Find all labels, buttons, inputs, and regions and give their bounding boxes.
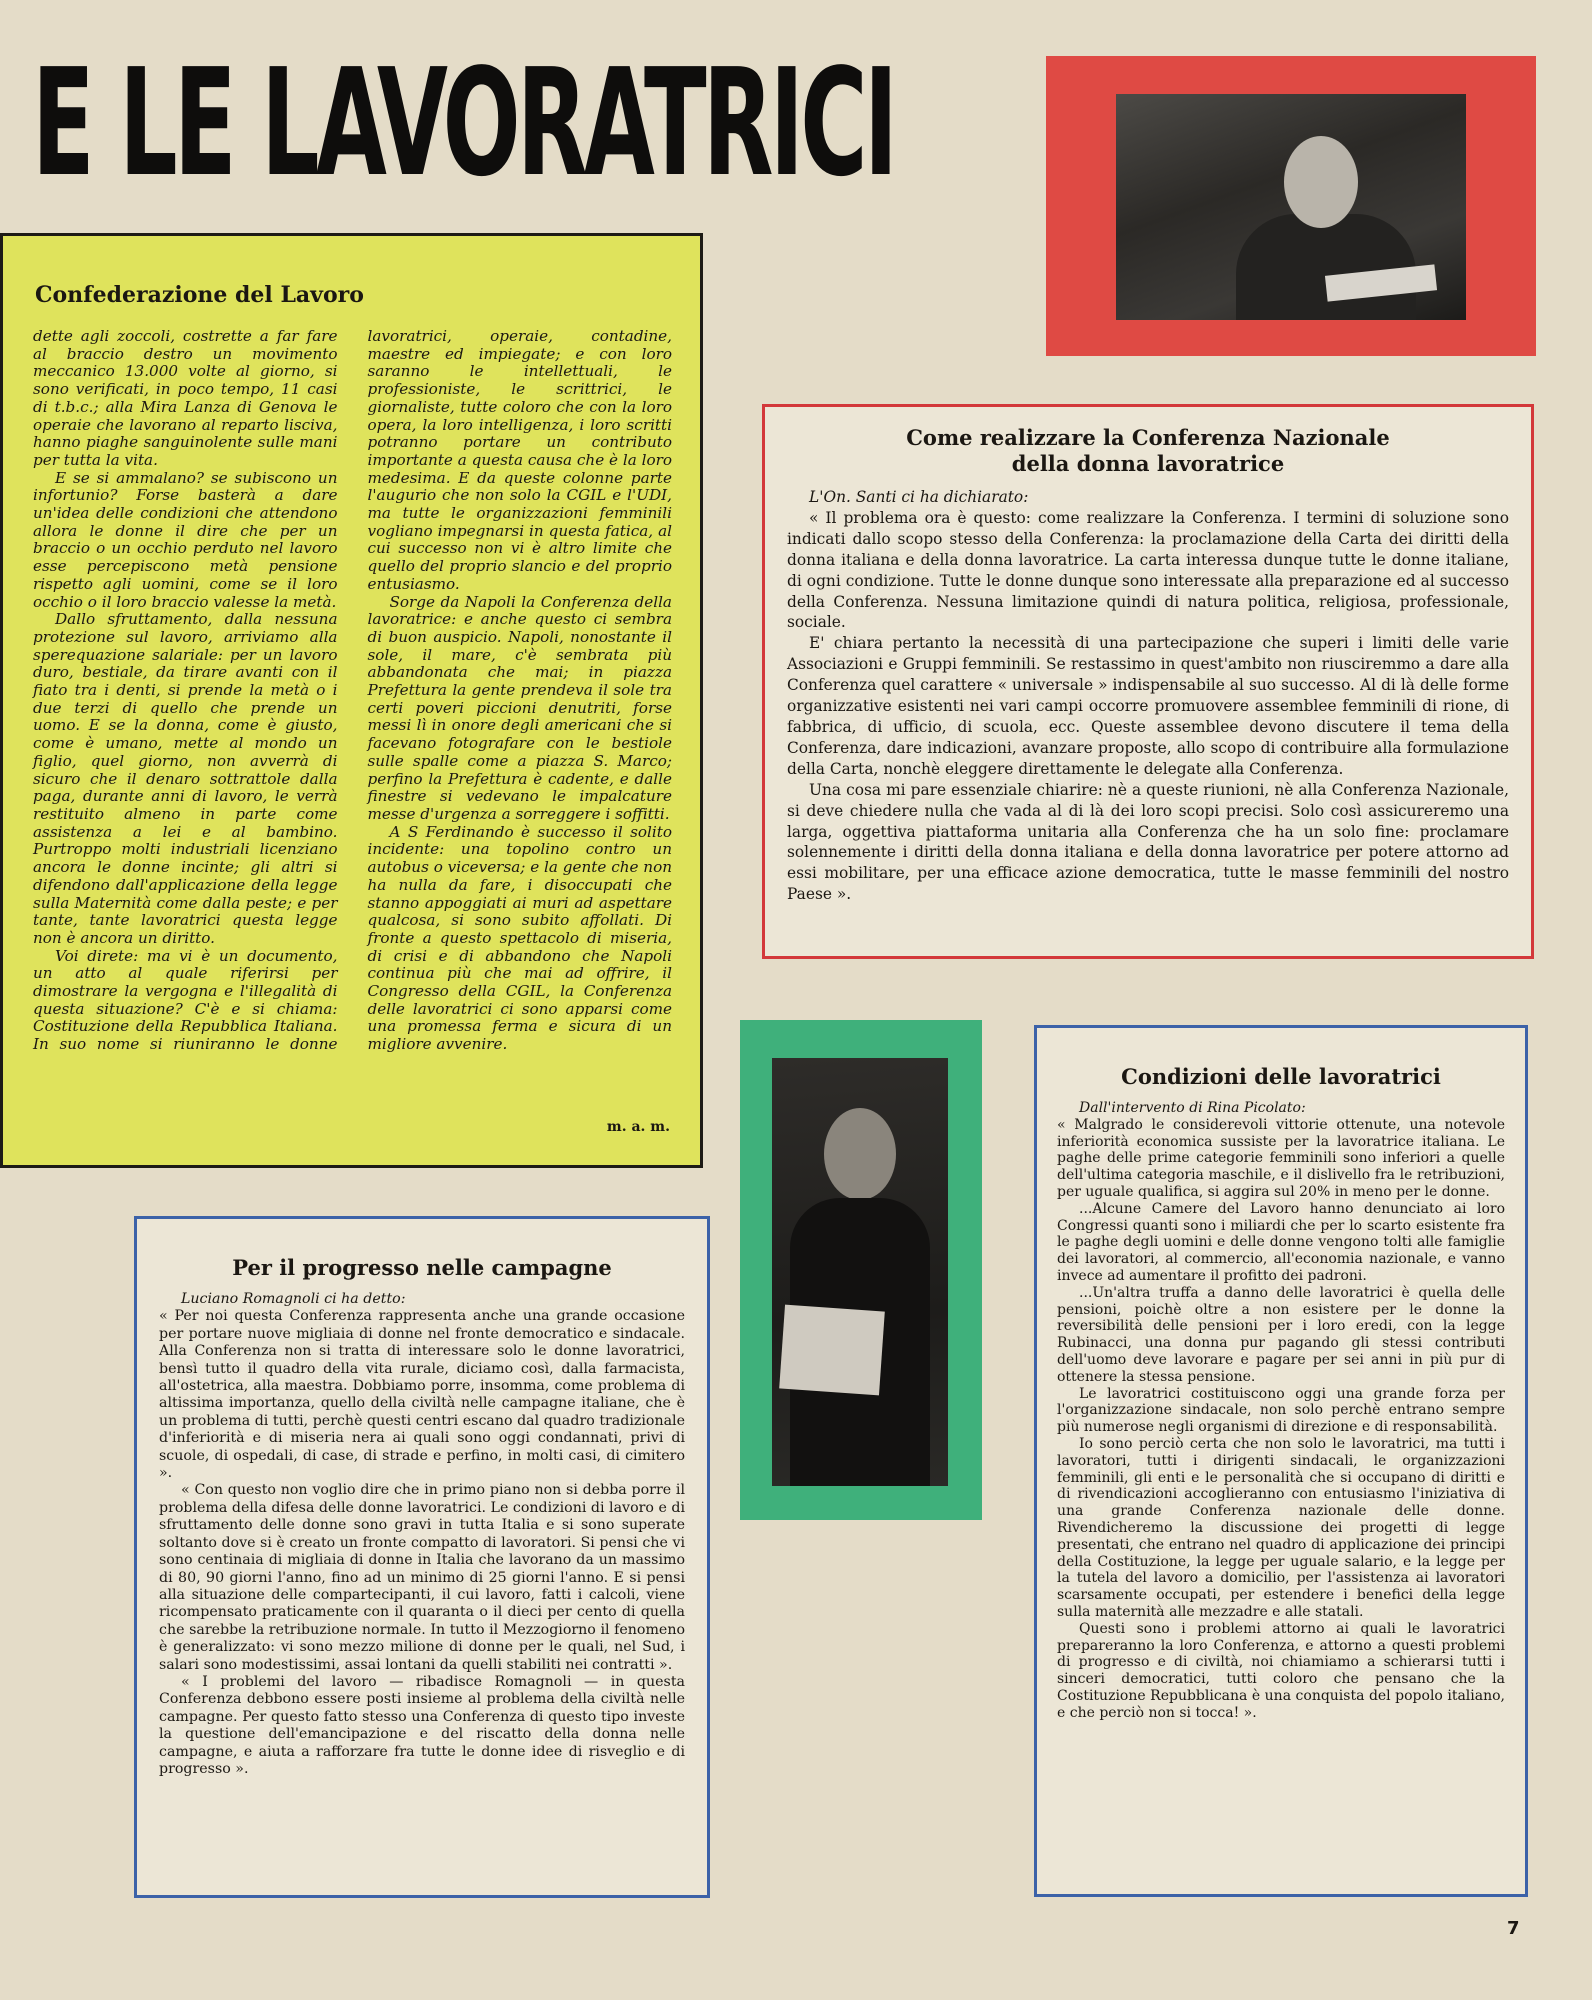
- condizioni-article: [1034, 1025, 1528, 1897]
- photo-frame-green: [740, 1020, 982, 1520]
- confederazione-signature: m. a. m.: [606, 1119, 670, 1135]
- photo-figure-body: [1236, 214, 1416, 320]
- campagne-article: [134, 1216, 710, 1898]
- confederazione-body: [33, 328, 672, 1108]
- condizioni-paragraph: ...Alcune Camere del Lavoro hanno denunciato ai loro Congressi quanti sono i miliardi che per lo scarto esistente fra le paghe degli uomini e delle donne vengono tolti alle famiglie dei lavoratori, al commercio, all'economia nazionale, e vanno invece ad aumentare il profitto dei padroni.: [1057, 1200, 1505, 1284]
- photo-figure-head: [1284, 136, 1358, 228]
- photo-woman-reading: [772, 1058, 948, 1486]
- conferenza-title: [787, 425, 1509, 477]
- conferenza-article: [762, 404, 1534, 959]
- campagne-intro: Luciano Romagnoli ci ha detto:: [181, 1291, 406, 1307]
- photo-frame-red: [1046, 56, 1536, 356]
- confederazione-paragraph: Dallo sfruttamento, dalla nessuna protezione sul lavoro, arriviamo alla sperequazione salariale: per un lavoro duro, bestiale, da tirare avanti con il fiato tra i denti, si prende la metà o i due terzi di quello che prende un uomo. E se la donna, come è giusto, come è umano, mette al mondo un figlio, quel giorno, non avverrà di sicuro che il denaro sottrattole dalla paga, durante anni di lavoro, le verrà restituito almeno in parte come assistenza a lei e al bambino. Purtroppo molti industriali licenziano ancora le donne incinte; gli altri si difendono dall'applicazione della legge sulla Maternità come dalla peste; e per tante, tante lavoratrici questa legge non è ancora un diritto.: [33, 610, 338, 947]
- campagne-body: [159, 1291, 685, 1778]
- condizioni-title: Condizioni delle lavoratrici: [1121, 1064, 1441, 1089]
- condizioni-paragraph: ...Un'altra truffa a danno delle lavoratrici è quella delle pensioni, poichè oltre a non esistere per le donne la reversibilità delle pensioni per i loro eredi, con la legge Rubinacci, una donna pur pagando gli stessi contributi dell'uomo deve lavorare e pagare per sei anni in più pur di ottenere la stessa pensione.: [1057, 1284, 1505, 1385]
- campagne-paragraph: « Per noi questa Conferenza rappresenta anche una grande occasione per portare nuove migliaia di donne nel fronte democratico e sindacale. Alla Conferenza non si tratta di interessare solo le donne lavoratrici, bensì tutto il quadro della vita rurale, diciamo così, dalla farmacista, all'ostetrica, alla maestra. Dobbiamo porre, insomma, come problema di altissima importanza, quello della civiltà nelle campagne italiane, che è un problema di tutti, perchè questi centri escano dal quadro tradizionale d'inferiorità e di miseria nera ai quali sono oggi condannati, privi di scuole, di ospedali, di case, di strade e perfino, in molti casi, di cimitero ».: [159, 1308, 685, 1482]
- confederazione-paragraph: Voi direte: ma vi è un documento, un atto al quale riferirsi per dimostrare la vergogna e l'illegalità di questa situazione? C'è e si chiama: Costituzione della Repubblica Italiana. In suo nome si riuniranno le donne lavoratrici, operaie, contadine, maestre ed impiegate; e con loro saranno le intellettuali, le professioniste, le scrittrici, le giornaliste, tutte coloro che con la loro opera, la loro intelligenza, i loro scritti potranno portare un contributo importante a questa causa che è la loro medesima. E da queste colonne parte l'augurio che non solo la CGIL e l'UDI, ma tutte le organizzazioni femminili vogliano impegnarsi in questa fatica, al cui successo non vi è altro limite che quello del proprio slancio e del proprio entusiasmo.: [33, 327, 672, 1054]
- confederazione-paragraph: E se si ammalano? se subiscono un infortunio? Forse basterà a dare un'idea delle condizioni che attendono allora le donne il dire che per un braccio o un occhio perduto nel lavoro esse percepiscono metà pensione rispetto agli uomini, come se il loro occhio o il loro braccio valesse la metà.: [33, 468, 338, 611]
- condizioni-intro: Dall'intervento di Rina Picolato:: [1079, 1100, 1306, 1116]
- conferenza-paragraph: « Il problema ora è questo: come realizzare la Conferenza. I termini di soluzione sono indicati dallo scopo stesso della Conferenza: la proclamazione della Carta dei diritti della donna italiana e della donna lavoratrice. La carta interessa dunque tutte le donne italiane, di ogni condizione. Tutte le donne dunque sono interessate alla preparazione ed al successo della Conferenza. Nessuna limitazione quindi di natura politica, religiosa, professionale, sociale.: [787, 508, 1509, 632]
- condizioni-paragraph: Io sono perciò certa che non solo le lavoratrici, ma tutti i lavoratori, tutti i dirigenti sindacali, le organizzazioni femminili, gli enti e le personalità che si occupano di diritti e di rivendicazioni accoglieranno con entusiasmo l'iniziativa di una grande Conferenza nazionale delle donne. Rivendicheremo la discussione dei progetti di legge presentati, che entrano nel quadro di applicazione dei principi della Costituzione, la legge per uguale salario, e la legge per la tutela del lavoro a domicilio, per l'assistenza ai lavoratori scarsamente occupati, per estendere i benefici della legge sulla maternità alle mezzadre e alle statali.: [1057, 1435, 1505, 1620]
- condizioni-paragraph: Questi sono i problemi attorno ai quali le lavoratrici prepareranno la loro Conferenza, e attorno a questi problemi di progresso e di civiltà, noi chiamiamo a schierarsi tutti i sinceri democratici, tutti coloro che pensano che la Costituzione Repubblicana è una conquista del popolo italiano, e che perciò non si tocca! ».: [1057, 1620, 1505, 1721]
- campagne-paragraph: « Con questo non voglio dire che in primo piano non si debba porre il problema della difesa delle donne lavoratrici. Le condizioni di lavoro e di sfruttamento delle donne sono gravi in tutta Italia e si sono superate soltanto dove si è creato un fronte compatto di lavoratori. Si pensi che vi sono centinaia di migliaia di donne in Italia che lavorano da un massimo di 80, 90 giorni l'anno, fino ad un minimo di 25 giorni l'anno. E si pensi alla situazione delle compartecipanti, il cui lavoro, fatti i calcoli, viene ricompensato praticamente con il quaranta o il dieci per cento di quella che sarebbe la retribuzione normale. In tutto il Mezzogiorno il fenomeno è generalizzato: vi sono mezzo milione di donne per le quali, nel Sud, i salari sono modestissimi, assai lontani da quelli stabiliti nei contratti ».: [159, 1482, 685, 1673]
- conferenza-title-line2: della donna lavoratrice: [1011, 451, 1285, 476]
- confederazione-paragraph: Sorge da Napoli la Conferenza della lavoratrice: e anche questo ci sembra di buon auspicio. Napoli, nonostante il sole, il mare, c'è sembrata più abbandonata che mai; in piazza Prefettura la gente prendeva il sole tra certi poveri piccioni denutriti, forse messi lì in onore degli americani che si facevano fotografare con le bestiole sulle spalle come a piazza S. Marco; perfino la Prefettura è cadente, e dalle finestre si vedevano le impalcature messe d'urgenza a sorreggere i soffitti.: [367, 592, 672, 823]
- conferenza-intro: L'On. Santi ci ha dichiarato:: [809, 488, 1029, 506]
- conferenza-paragraph: E' chiara pertanto la necessità di una partecipazione che superi i limiti delle varie Associazioni e Gruppi femminili. Se restassimo in quest'ambito non riusciremmo a dare alla Conferenza quel carattere « universale » indispensabile al suo successo. Al di là delle forme organizzative esistenti nei vari campi occorre promuovere assemblee femminili di rione, di fabbrica, di ufficio, di scuola, ecc. Queste assemblee devono discutere il tema della Conferenza, dare indicazioni, avanzare proposte, allo scopo di contribuire alla formulazione della Carta, nonchè eleggere direttamente le delegate alla Conferenza.: [787, 634, 1509, 778]
- campagne-paragraph: « I problemi del lavoro — ribadisce Romagnoli — in questa Conferenza debbono essere posti insieme al problema della civiltà nelle campagne. Per questo fatto stesso una Conferenza di questo tipo investe la questione dell'emancipazione e del riscatto della donna nelle campagne, e aiuta a rafforzare fra tutte le donne idee di risveglio e di progresso ».: [159, 1673, 685, 1777]
- confederazione-paragraph: dette agli zoccoli, costrette a far fare al braccio destro un movimento meccanico 13.000 volte al giorno, si sono verificati, in poco tempo, 11 casi di t.b.c.; alla Mira Lanza di Genova le operaie che lavorano al reparto lisciva, hanno piaghe sanguinolente sulle mani per tutta la vita.: [33, 327, 338, 469]
- photo-man-at-desk: [1116, 94, 1466, 320]
- campagne-title: Per il progresso nelle campagne: [232, 1255, 612, 1280]
- photo-figure-head: [824, 1108, 896, 1200]
- confederazione-title: Confederazione del Lavoro: [35, 282, 364, 308]
- conferenza-title-line1: Come realizzare la Conferenza Nazionale: [906, 425, 1390, 450]
- conferenza-paragraph: Una cosa mi pare essenziale chiarire: nè a queste riunioni, nè alla Conferenza Nazionale, si deve chiedere nulla che vada al di là dei loro scopi precisi. Solo così assicureremo una larga, oggettiva piattaforma unitaria alla Conferenza che ha un solo fine: proclamare solennemente i diritti della donna italiana e della donna lavoratrice per potere attorno ad essi mobilitare, per una efficace azione democratica, tutte le masse femminili del nostro Paese ».: [787, 780, 1509, 904]
- condizioni-paragraph: « Malgrado le considerevoli vittorie ottenute, una notevole inferiorità economica sussiste per la lavoratrice italiana. Le paghe delle prime categorie femminili sono inferiori a quelle dell'ultima categoria maschile, e il dislivello fra le retribuzioni, per uguale qualifica, si aggira sul 20% in meno per le donne.: [1057, 1116, 1505, 1200]
- page-headline: E LE LAVORATRICI: [32, 37, 895, 209]
- confederazione-article: [0, 233, 703, 1168]
- condizioni-body: [1057, 1100, 1505, 1721]
- conferenza-body: [787, 487, 1509, 905]
- photo-paper: [779, 1305, 885, 1396]
- condizioni-paragraph: Le lavoratrici costituiscono oggi una grande forza per l'organizzazione sindacale, non solo perchè entrano sempre più numerose negli organismi di direzione e di responsabilità.: [1057, 1385, 1505, 1436]
- page-number: 7: [1507, 1918, 1520, 1939]
- confederazione-paragraph: A S Ferdinando è successo il solito incidente: una topolino contro un autobus o viceversa; e la gente che non ha nulla da fare, i disoccupati che stanno appoggiati ai muri ad aspettare qualcosa, si sono subito affollati. Di fronte a questo spettacolo di miseria, di crisi e di abbandono che Napoli continua più che mai ad offrire, il Congresso della CGIL, la Conferenza delle lavoratrici ci sono apparsi come una promessa ferma e sicura di un migliore avvenire.: [367, 822, 673, 1054]
